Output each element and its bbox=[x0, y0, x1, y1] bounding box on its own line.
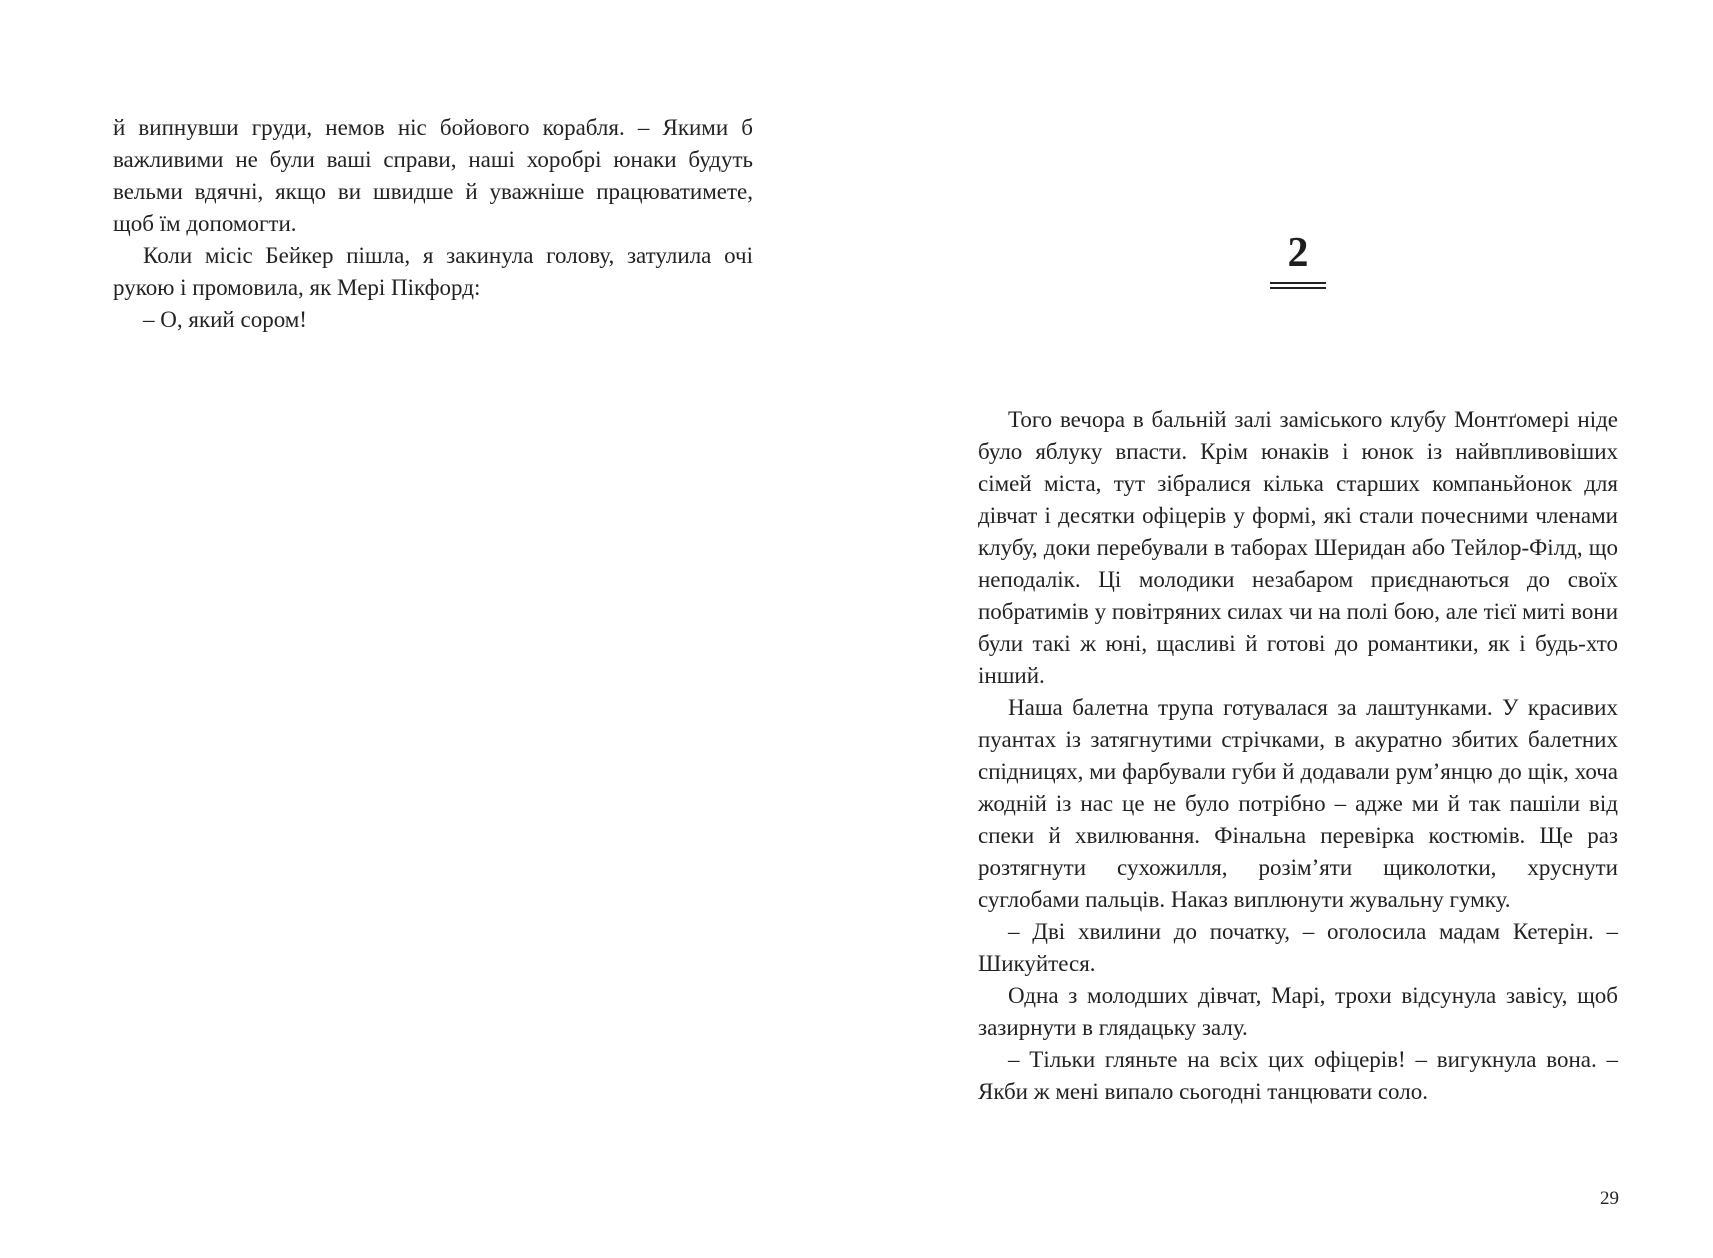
chapter-number: 2 bbox=[1287, 230, 1309, 276]
left-page-body bbox=[113, 112, 753, 336]
chapter-underline-rule bbox=[1270, 282, 1326, 289]
chapter-heading bbox=[978, 228, 1618, 289]
left-page bbox=[113, 112, 753, 336]
page-number: 29 bbox=[1600, 1188, 1619, 1209]
right-page-body bbox=[978, 404, 1618, 1108]
left-paragraph-3: – О, який сором! bbox=[143, 307, 307, 332]
right-paragraph-3: – Дві хвилини до початку, – оголосила мадам Кетерін. – Шикуйтеся. bbox=[978, 919, 1618, 976]
left-paragraph-2: Коли місіс Бейкер пішла, я закинула голову, затулила очі рукою і промовила, як Мері Пікфорд: bbox=[113, 243, 753, 300]
right-paragraph-1: Того вечора в бальній залі заміського клубу Монтґомері ніде було яблуку впасти. Крім юнаків і юнок із найвпливовіших сімей міста, тут зібралися кілька старших компаньйонок для дівчат і десятки офіцерів у формі, які стали почесними членами клубу, доки перебували в таборах Шеридан або Тейлор-Філд, що неподалік. Ці молодики незабаром приєднаються до своїх побратимів у повітряних силах чи на полі бою, але тієї миті вони були такі ж юні, щасливі й готові до романтики, як і будь-хто інший. bbox=[978, 407, 1618, 688]
right-paragraph-4: Одна з молодших дівчат, Марі, трохи відсунула завісу, щоб зазирнути в глядацьку залу. bbox=[978, 983, 1618, 1040]
right-paragraph-5: – Тільки гляньте на всіх цих офіцерів! – вигукнула вона. – Якби ж мені випало сьогодні танцювати соло. bbox=[978, 1047, 1618, 1104]
left-paragraph-1: й випнувши груди, немов ніс бойового корабля. – Якими б важливими не були ваші справи, наші хоробрі юнаки будуть вельми вдячні, якщо ви швидше й уважніше працюватимете, щоб їм допомогти. bbox=[113, 115, 753, 236]
right-paragraph-2: Наша балетна трупа готувалася за лаштунками. У красивих пуантах із затягнутими стрічками, в акуратно збитих балетних спідницях, ми фарбували губи й додавали рум’янцю до щік, хоча жодній із нас це не було потрібно – адже ми й так пашіли від спеки й хвилювання. Фінальна перевірка костюмів. Ще раз розтягнути сухожилля, розім’яти щиколотки, хруснути суглобами пальців. Наказ виплюнути жувальну гумку. bbox=[978, 695, 1618, 912]
